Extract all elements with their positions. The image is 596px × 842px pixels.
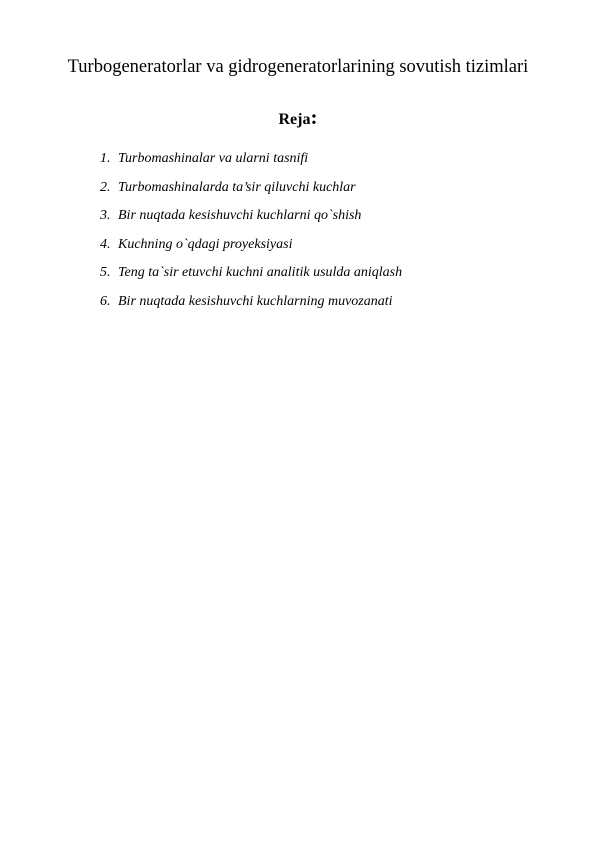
- list-item-number: 2.: [100, 179, 111, 195]
- list-item-text: Teng ta`sir etuvchi kuchni analitik usulda aniqlash: [118, 265, 403, 281]
- list-item-number: 3.: [100, 208, 111, 224]
- document-title: Turbogeneratorlar va gidrogeneratorlarining sovutish tizimlari: [67, 57, 529, 77]
- plan-heading: [60, 107, 536, 130]
- list-item-number: 1.: [100, 151, 111, 166]
- plan-heading-colon: :: [310, 105, 318, 129]
- list-item-text: Turbomashinalar va ularni tasnifi: [118, 151, 309, 166]
- list-item: [100, 236, 540, 265]
- list-item-number: 4.: [100, 236, 111, 252]
- list-item: [100, 150, 540, 179]
- list-item: [100, 207, 540, 236]
- list-item: [100, 264, 540, 293]
- list-item-number: 6.: [100, 293, 111, 309]
- list-item-text: Bir nuqtada kesishuvchi kuchlarning muvozanati: [118, 293, 393, 309]
- list-item-text: Turbomashinalarda ta’sir qiluvchi kuchlar: [118, 179, 356, 195]
- list-item: [100, 179, 540, 208]
- list-item-text: Bir nuqtada kesishuvchi kuchlarni qo`shish: [118, 208, 362, 224]
- plan-heading-label: Reja: [278, 111, 311, 128]
- list-item-number: 5.: [100, 265, 111, 281]
- plan-list: [100, 150, 540, 322]
- list-item: [100, 293, 540, 322]
- list-item-text: Kuchning o`qdagi proyeksiyasi: [118, 236, 293, 252]
